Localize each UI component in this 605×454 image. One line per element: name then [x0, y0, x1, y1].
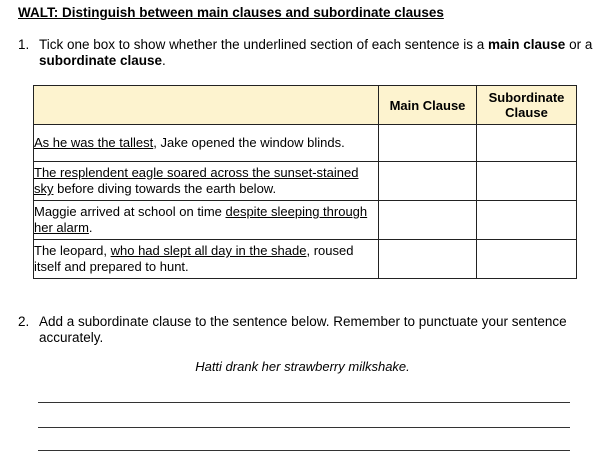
sentence-cell: The resplendent eagle soared across the sunset-stained sky before diving towards the earth below. — [34, 162, 379, 201]
main-clause-tick-box[interactable] — [379, 240, 477, 279]
subordinate-clause-tick-box[interactable] — [477, 125, 577, 162]
main-clause-tick-box[interactable] — [379, 162, 477, 201]
question-1-number: 1. — [18, 37, 30, 52]
page-title: WALT: Distinguish between main clauses and subordinate clauses — [18, 5, 444, 20]
table-row — [34, 162, 577, 201]
header-subordinate-clause: Subordinate Clause — [477, 86, 577, 125]
subordinate-clause-tick-box[interactable] — [477, 240, 577, 279]
prompt-sentence: Hatti drank her strawberry milkshake. — [195, 359, 410, 374]
header-main-clause: Main Clause — [379, 86, 477, 125]
sentence-cell: The leopard, who had slept all day in the shade, roused itself and prepared to hunt. — [34, 240, 379, 279]
sentence-cell: Maggie arrived at school on time despite sleeping through her alarm. — [34, 201, 379, 240]
subordinate-clause-tick-box[interactable] — [477, 201, 577, 240]
header-sentence — [34, 86, 379, 125]
table-row — [34, 201, 577, 240]
question-1-text: Tick one box to show whether the underlined section of each sentence is a main clause or a subordinate clause. — [39, 37, 593, 68]
table-row — [34, 240, 577, 279]
main-clause-tick-box[interactable] — [379, 125, 477, 162]
question-2-number: 2. — [18, 314, 30, 329]
clause-table — [33, 85, 577, 279]
answer-line-2[interactable] — [38, 427, 570, 428]
main-clause-tick-box[interactable] — [379, 201, 477, 240]
table-row — [34, 125, 577, 162]
answer-line-1[interactable] — [38, 402, 570, 403]
subordinate-clause-tick-box[interactable] — [477, 162, 577, 201]
question-2-text: Add a subordinate clause to the sentence below. Remember to punctuate your sentence accurately. — [39, 314, 567, 345]
sentence-cell: As he was the tallest, Jake opened the window blinds. — [34, 125, 379, 162]
answer-line-3[interactable] — [38, 450, 570, 451]
